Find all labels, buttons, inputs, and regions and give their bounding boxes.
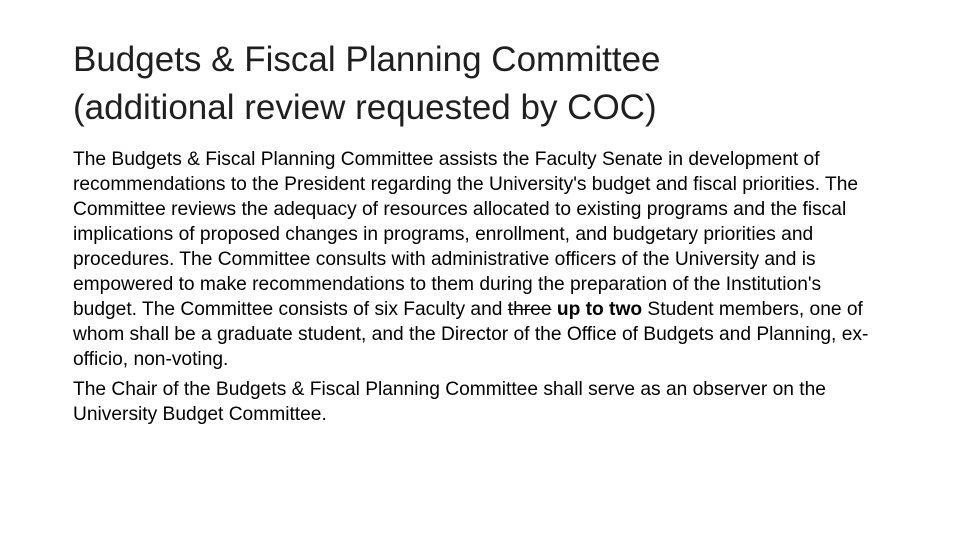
inserted-text: up to two bbox=[556, 299, 643, 320]
paragraph-text-before: The Budgets & Fiscal Planning Committee assists the Faculty Senate in development of recommendations to the President regarding the University's budget and fiscal priorities. The Committee reviews the adequacy of resources allocated to existing programs and the fiscal implications of proposed changes in programs, enrollment, and budgetary priorities and procedures. The Committee consults with administrative officers of the University and is empowered to make recommendations to them during the preparation of the Institution's budget. The Committee consists of six Faculty and bbox=[73, 149, 859, 320]
struck-text: three bbox=[507, 299, 552, 320]
paragraph-committee-description bbox=[73, 147, 888, 372]
title-line-2: (additional review requested by COC) bbox=[73, 88, 657, 127]
paragraph-chair-role: The Chair of the Budgets & Fiscal Planning Committee shall serve as an observer on the University Budget Committee. bbox=[73, 379, 826, 425]
slide-body bbox=[73, 147, 888, 432]
title-line-1: Budgets & Fiscal Planning Committee bbox=[73, 40, 661, 79]
paragraph-text-after: Student members, one of whom shall be a graduate student, and the Director of the Office of Budgets and Planning, ex-officio, non-voting. bbox=[73, 299, 869, 370]
slide-title bbox=[73, 36, 893, 132]
